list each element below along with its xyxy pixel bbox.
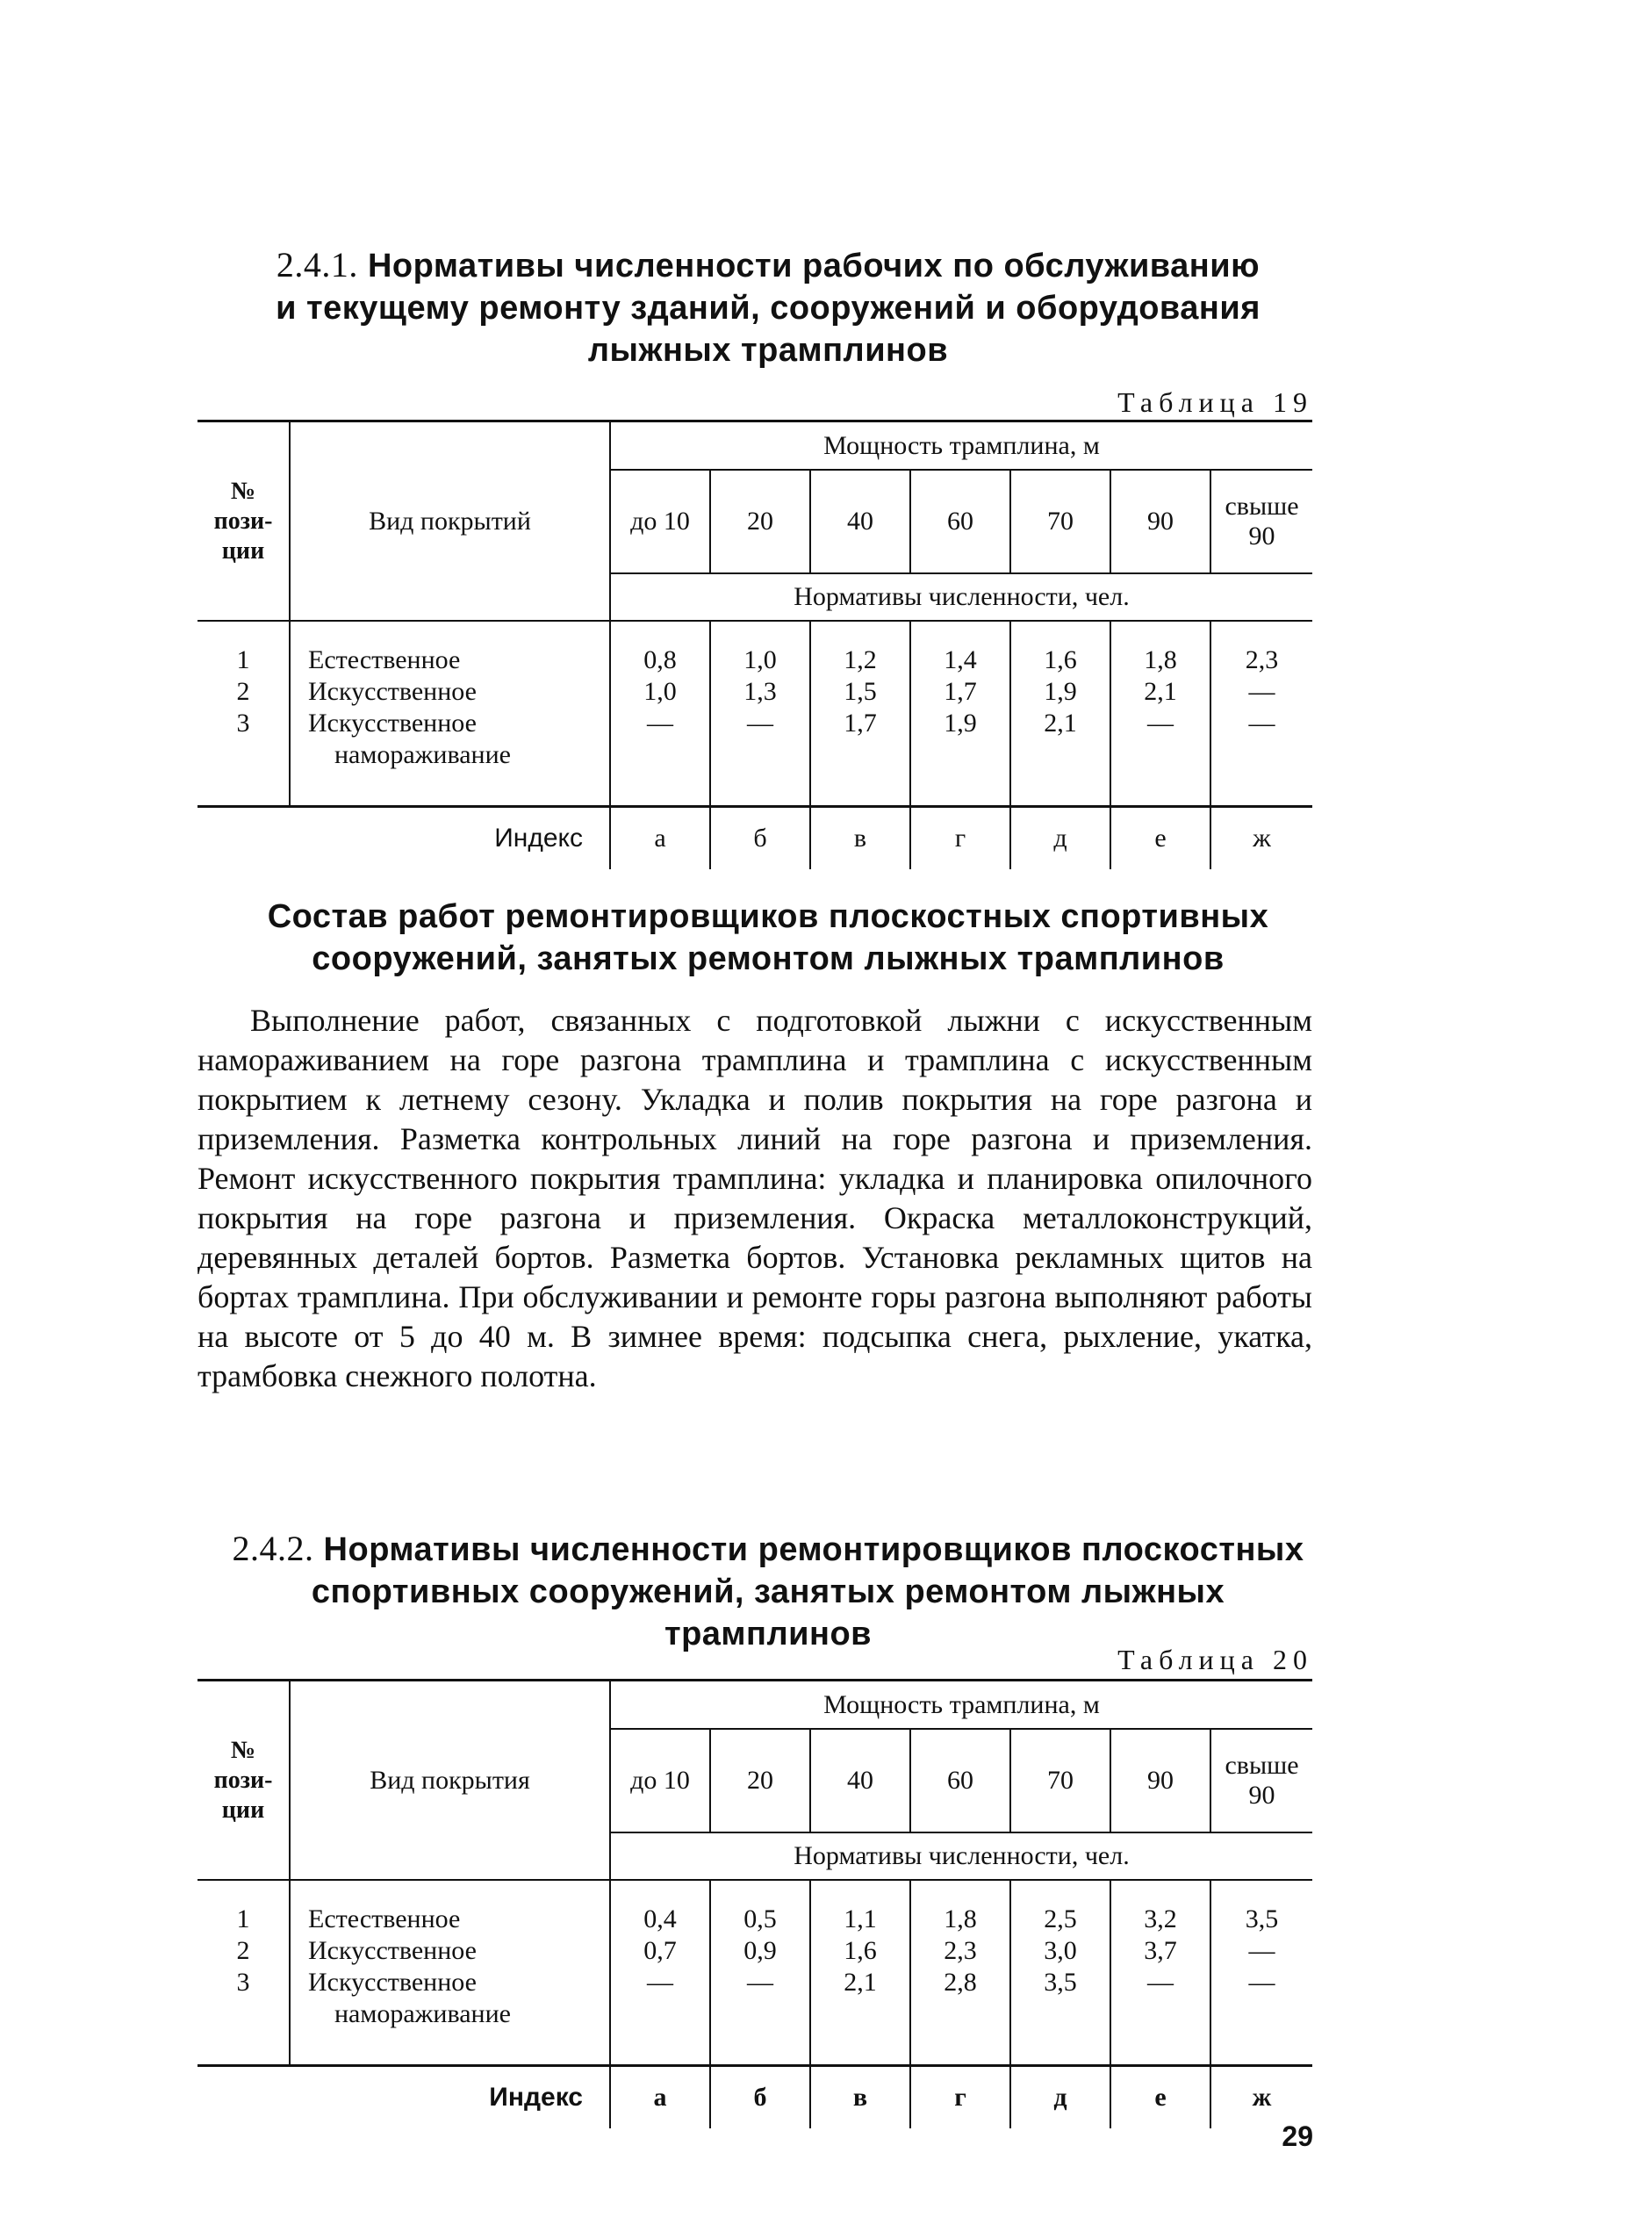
position-header: № пози- ции [213, 1736, 273, 1824]
table-19 [198, 420, 1312, 869]
column-header: 60 [910, 1729, 1010, 1832]
index-cell: в [810, 808, 910, 869]
index-cell: а [610, 2067, 710, 2128]
composition-heading [202, 896, 1334, 980]
table-20 [198, 1679, 1312, 2128]
section-1-title-line-2: и текущему ремонту зданий, сооружений и оборудования [276, 290, 1261, 327]
column-header: 40 [810, 470, 910, 573]
column-header: 20 [710, 1729, 810, 1832]
column-header: 70 [1010, 470, 1110, 573]
power-header: Мощность трамплина, м [610, 422, 1312, 470]
section-1-title-line-3: лыжных трамплинов [587, 332, 949, 369]
table-20-label: Таблица 20 [1117, 1644, 1313, 1675]
value-column: 1,2 1,5 1,7 [810, 622, 910, 806]
value-column: 3,2 3,7 — [1110, 1881, 1210, 2065]
index-cell: а [610, 808, 710, 869]
value-column: 3,5 — — [1210, 1881, 1312, 2065]
index-cell: в [810, 2067, 910, 2128]
index-cell: г [910, 808, 1010, 869]
index-cell: г [910, 2067, 1010, 2128]
page-number: 29 [1282, 2120, 1313, 2152]
column-header: 20 [710, 470, 810, 573]
value-column: 1,8 2,1 — [1110, 622, 1210, 806]
position-list: 1 2 3 [236, 1904, 250, 1997]
index-label: Индекс [494, 823, 583, 853]
column-header: 70 [1010, 1729, 1110, 1832]
kind-header: Вид покрытий [290, 422, 610, 621]
index-cell: б [710, 808, 810, 869]
kind-list: Естественное Искусственное Искусственное намораживание [290, 622, 610, 806]
kind-header: Вид покрытия [290, 1681, 610, 1880]
column-header: свыше 90 [1210, 1729, 1312, 1832]
section-1-number: 2.4.1. [276, 245, 358, 284]
table-19-label: Таблица 19 [1117, 386, 1313, 418]
value-column: 0,8 1,0 — [610, 622, 710, 806]
position-list: 1 2 3 [236, 645, 250, 738]
index-cell: д [1010, 2067, 1110, 2128]
section-1-heading [202, 244, 1334, 371]
kind-list: Естественное Искусственное Искусственное намораживание [290, 1881, 610, 2065]
composition-text: Выполнение работ, связанных с подготовкой лыжни с искусственным намораживанием на горе разгона трамплина и трамплина с искусственным покрытием к летнему сезону. Укладка и полив покрытия на горе разгона и приземления. Разметка контрольных линий на горе разгона и приземления. Ремонт искусственного покрытия трамплина: укладка и планировка опилочного покрытия на горе разгона и приземления. Окраска металлоконструкций, деревянных деталей бортов. Разметка бортов. Установка рекламных щитов на бортах трамплина. При обслуживании и ремонте горы разгона выполняют работы на высоте от 5 до 40 м. В зимнее время: подсыпка снега, рыхление, укатка, трамбовка снежного полотна. [198, 1003, 1312, 1393]
value-column: 1,0 1,3 — [710, 622, 810, 806]
index-cell: д [1010, 808, 1110, 869]
column-header: до 10 [610, 1729, 710, 1832]
index-cell: е [1110, 2067, 1210, 2128]
value-column: 1,4 1,7 1,9 [910, 622, 1010, 806]
index-cell: ж [1210, 808, 1312, 869]
index-label: Индекс [489, 2082, 583, 2112]
index-cell: б [710, 2067, 810, 2128]
section-2-number: 2.4.2. [232, 1529, 314, 1568]
value-column: 1,8 2,3 2,8 [910, 1881, 1010, 2065]
column-header: 90 [1110, 470, 1210, 573]
column-header: 60 [910, 470, 1010, 573]
section-2-heading [202, 1528, 1334, 1655]
column-header: 40 [810, 1729, 910, 1832]
norm-header: Нормативы численности, чел. [610, 1832, 1312, 1880]
composition-paragraph [198, 1001, 1312, 1396]
index-cell: е [1110, 808, 1210, 869]
index-cell: ж [1210, 2067, 1312, 2128]
section-2-title-line-2: спортивных сооружений, занятых ремонтом лыжных [311, 1573, 1225, 1610]
section-2-title-line-3: трамплинов [664, 1616, 873, 1652]
section-1-title-line-1: Нормативы численности рабочих по обслуживанию [367, 248, 1261, 284]
value-column: 2,5 3,0 3,5 [1010, 1881, 1110, 2065]
value-column: 1,6 1,9 2,1 [1010, 622, 1110, 806]
column-header: до 10 [610, 470, 710, 573]
norm-header: Нормативы численности, чел. [610, 573, 1312, 621]
composition-title-line-2: сооружений, занятых ремонтом лыжных трамплинов [312, 940, 1225, 977]
power-header: Мощность трамплина, м [610, 1681, 1312, 1729]
composition-title-line-1: Состав работ ремонтировщиков плоскостных спортивных [267, 898, 1269, 935]
value-column: 1,1 1,6 2,1 [810, 1881, 910, 2065]
position-header: № пози- ции [213, 477, 273, 565]
column-header: свыше 90 [1210, 470, 1312, 573]
value-column: 0,4 0,7 — [610, 1881, 710, 2065]
column-header: 90 [1110, 1729, 1210, 1832]
value-column: 0,5 0,9 — [710, 1881, 810, 2065]
section-2-title-line-1: Нормативы численности ремонтировщиков плоскостных [323, 1531, 1304, 1568]
value-column: 2,3 — — [1210, 622, 1312, 806]
